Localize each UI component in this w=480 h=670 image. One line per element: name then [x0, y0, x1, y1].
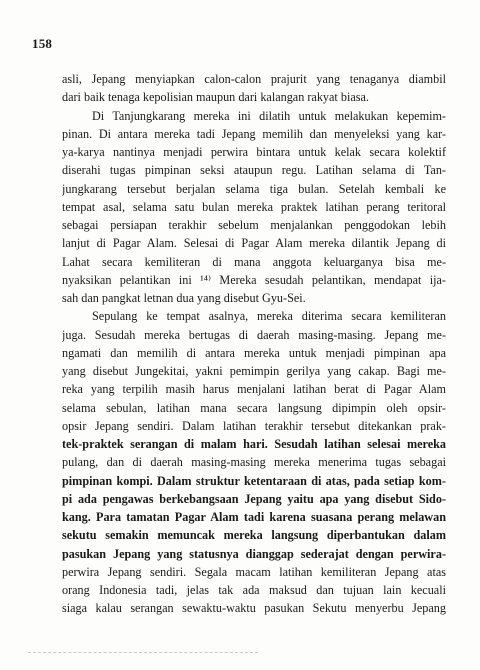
text-line: pimpinan kompi. Dalam struktur ketentaraan di atas, pada setiap kom-: [62, 473, 446, 488]
text-line: juga. Sesudah mereka bertugas di daerah masing-masing. Jepang me-: [62, 327, 446, 342]
text-line: opsir Jepang sendiri. Dalam latihan terakhir tersebut ditekankan prak-: [62, 418, 446, 433]
text-line: perwira Jepang sendiri. Segala macam latihan kemiliteran Jepang atas: [62, 564, 446, 579]
text-line: tek-praktek serangan di malam hari. Sesudah latihan selesai mereka: [62, 437, 446, 451]
text-line: dari baik tenaga kepolisian maupun dari kalangan rakyat biasa.: [62, 90, 369, 105]
text-line: lanjut di Pagar Alam. Selesai di Pagar Alam mereka dilantik Jepang di: [62, 236, 446, 251]
text-line: orang Indonesia tadi, jelas tak ada maksud dan tujuan lain kecuali: [62, 583, 446, 597]
text-line: asli, Jepang menyiapkan calon-calon prajurit yang tenaganya diambil: [62, 72, 446, 86]
footer-rule: [28, 652, 258, 653]
page-number: 158: [32, 36, 53, 51]
text-line: siaga kalau serangan sewaktu-waktu pasukan Sekutu menyerbu Jepang: [62, 601, 446, 616]
text-line: diserahi tugas pimpinan seksi ataupun regu. Latihan selama di Tan-: [62, 163, 446, 178]
text-line: sekutu semakin memuncak mereka langsung diperbantukan dalam: [62, 528, 446, 543]
text-line: Di Tanjungkarang mereka ini dilatih untuk melakukan kepemim-: [92, 108, 446, 123]
text-line: sebagai persiapan terakhir sebelum menjalankan penggodokan lebih: [62, 218, 446, 232]
text-line: kang. Para tamatan Pagar Alam tadi karena suasana perang melawan: [62, 510, 446, 524]
text-line: ngamati dan memilih di antara mereka untuk menjadi pimpinan apa: [62, 345, 446, 360]
text-line: Sepulang ke tempat asalnya, mereka diterima secara kemiliteran: [92, 309, 446, 324]
text-line: nyaksikan pelantikan ini ¹⁴⁾ Mereka sesudah pelantikan, mendapat ija-: [62, 272, 446, 287]
text-line: tempat asal, selama satu bulan mereka praktek latihan perang teritoral: [62, 199, 446, 214]
text-line: ya-karya nantinya menjadi perwira bintara untuk kelak secara kolektif: [62, 145, 446, 159]
text-line: pi ada pengawas berkebangsaan Jepang yaitu apa yang disebut Sido-: [62, 491, 446, 506]
text-line: pulang, dan di daerah masing-masing mereka menerima tugas sebagai: [62, 455, 446, 470]
text-line: pasukan Jepang yang statusnya dianggap sederajat dengan perwira-: [62, 546, 446, 561]
text-line: jungkarang tersebut berjalan selama tiga bulan. Setelah kembali ke: [62, 181, 446, 196]
text-line: sah dan pangkat letnan dua yang disebut Gyu-Sei.: [62, 291, 306, 305]
text-line: pinan. Di antara mereka tadi Jepang memilih dan menyeleksi yang kar-: [62, 126, 446, 141]
body-text: [62, 70, 446, 618]
text-line: yang disebut Jungekitai, yakni pemimpin gerilya yang cakap. Bagi me-: [62, 364, 446, 378]
text-line: selama sebulan, latihan mana secara langsung dipimpin oleh opsir-: [62, 400, 446, 415]
text-line: Lahat secara kemiliteran di mana anggota keluarganya bisa me-: [62, 254, 446, 269]
text-line: reka yang terpilih masih harus menjalani latihan berat di Pagar Alam: [62, 382, 446, 397]
